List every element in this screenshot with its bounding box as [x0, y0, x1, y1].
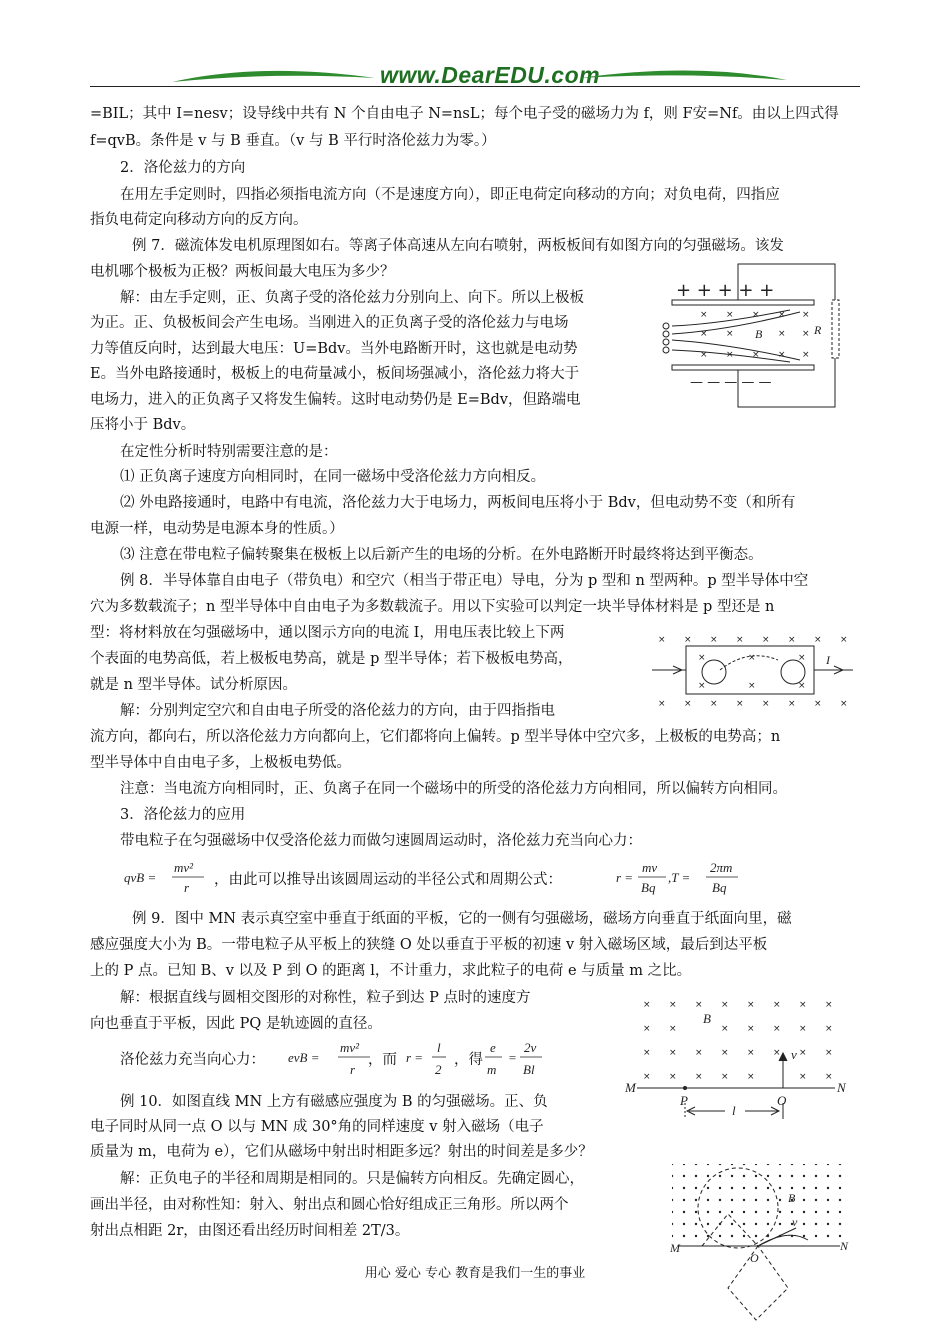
formula-text: Bl — [523, 1062, 535, 1077]
formula-text: 2πm — [710, 860, 733, 875]
svg-text:×: × — [788, 699, 796, 709]
text-line: ，由此可以推导出该圆周运动的半径公式和周期公式： — [214, 872, 562, 888]
point-o-label: O — [750, 1251, 759, 1265]
formula-text: r — [350, 1062, 356, 1077]
svg-text:×: × — [643, 1000, 651, 1010]
formula-text: mv² — [174, 860, 194, 875]
text-line: 解：根据直线与圆相交图形的对称性，粒子到达 P 点时的速度方 — [120, 990, 531, 1006]
text-line: 型：将材料放在匀强磁场中，通以图示方向的电流 I，用电压表比较上下两 — [90, 625, 565, 641]
example-title: 例 10．如图直线 MN 上方有磁感应强度为 B 的匀强磁场。正、负 — [120, 1094, 548, 1110]
point-n-label: N — [840, 1239, 849, 1253]
svg-text:×: × — [778, 310, 786, 320]
text-line: 流方向，都向右，所以洛伦兹力方向都向上，它们都将向上偏转。p 型半导体中空穴多，上极板的电势高；n — [90, 729, 781, 745]
text-line: 画出半径，由对称性知：射入、射出点和圆心恰好组成正三角形。所以两个 — [90, 1197, 569, 1213]
svg-text:×: × — [825, 1048, 833, 1058]
svg-text:×: × — [695, 1072, 703, 1082]
svg-text:×: × — [698, 681, 706, 691]
svg-text:×: × — [726, 329, 734, 339]
svg-text:×: × — [736, 699, 744, 709]
text-line: 电场力，进入的正负离子又将发生偏转。这时电动势仍是 E=Bdv，但路端电 — [90, 392, 581, 408]
point-o-label: O — [777, 1093, 787, 1108]
text-line: 电子同时从同一点 O 以与 MN 成 30°角的同样速度 v 射入磁场（电子 — [90, 1119, 544, 1135]
svg-text:×: × — [747, 1024, 755, 1034]
field-label: B — [703, 1011, 711, 1026]
point-n-label: N — [837, 1080, 846, 1095]
svg-text:×: × — [669, 1000, 677, 1010]
figure-electron-paths — [668, 1160, 858, 1332]
resistor-label: R — [814, 323, 822, 337]
svg-text:×: × — [748, 653, 756, 663]
svg-text:×: × — [778, 350, 786, 360]
svg-text:×: × — [802, 310, 810, 320]
svg-text:×: × — [643, 1048, 651, 1058]
text-line: 感应强度大小为 B。一带电粒子从平板上的狭缝 O 处以垂直于平板的初速 v 射入磁场区域，最后到达平板 — [90, 937, 768, 953]
text-line: 指负电荷定向移动方向的反方向。 — [90, 212, 308, 228]
text-line: 电机哪个极板为正极？两板间最大电压为多少？ — [90, 264, 395, 280]
section-heading: 2．洛伦兹力的方向 — [120, 160, 246, 176]
svg-text:×: × — [710, 635, 718, 645]
text-line: 就是 n 型半导体。试分析原因。 — [90, 677, 298, 693]
svg-text:×: × — [825, 1072, 833, 1082]
section-heading: 3．洛伦兹力的应用 — [120, 807, 246, 823]
text-line: 带电粒子在匀强磁场中仅受洛伦兹力而做匀速圆周运动时，洛伦兹力充当向心力： — [120, 833, 642, 849]
svg-text:×: × — [773, 1000, 781, 1010]
svg-text:×: × — [840, 635, 848, 645]
svg-text:×: × — [747, 1048, 755, 1058]
svg-text:×: × — [658, 635, 666, 645]
svg-text:×: × — [721, 1000, 729, 1010]
example-title: 例 7．磁流体发电机原理图如右。等离子体高速从左向右喷射，两板板间有如图方向的匀强磁场。该发 — [132, 238, 784, 254]
formula-text: r = — [616, 870, 634, 885]
svg-text:×: × — [698, 653, 706, 663]
svg-text:×: × — [825, 1024, 833, 1034]
svg-text:×: × — [669, 1024, 677, 1034]
svg-text:×: × — [726, 310, 734, 320]
text-line: 质量为 m，电荷为 e），它们从磁场中射出时相距多远？射出的时间差是多少？ — [90, 1144, 593, 1160]
header-swoosh-right — [575, 64, 790, 88]
header-rule — [90, 86, 860, 87]
svg-text:×: × — [700, 350, 708, 360]
formula-text: r = — [406, 1050, 424, 1065]
svg-text:×: × — [747, 1000, 755, 1010]
svg-text:×: × — [762, 635, 770, 645]
text-line: 在用左手定则时，四指必须指电流方向（不是速度方向），即正电荷定向移动的方向；对负电荷，四指应 — [120, 187, 780, 203]
text-line: 力等值反向时，达到最大电压：U=Bdv。当外电路断开时，这也就是电动势 — [90, 341, 578, 357]
point-m-label: M — [625, 1080, 636, 1095]
page-footer: 用心 爱心 专心 教育是我们一生的事业 — [364, 1266, 586, 1281]
formula-text: Bq — [641, 880, 656, 895]
text-line: 压将小于 Bdv。 — [90, 417, 196, 433]
svg-text:×: × — [700, 329, 708, 339]
example-title: 例 9．图中 MN 表示真空室中垂直于纸面的平板，它的一侧有匀强磁场，磁场方向垂直于纸面向里，磁 — [132, 911, 792, 927]
formula-text: 2 — [435, 1062, 442, 1077]
text-line: 洛伦兹力充当向心力： — [120, 1052, 265, 1068]
figure-semiconductor — [648, 630, 858, 710]
text-line: ，而 — [368, 1052, 397, 1068]
velocity-label: v — [791, 1047, 797, 1062]
svg-text:×: × — [762, 699, 770, 709]
text-line: 个表面的电势高低，若上极板电势高，就是 p 型半导体；若下极板电势高， — [90, 651, 573, 667]
distance-label: l — [732, 1103, 736, 1118]
svg-text:×: × — [799, 1000, 807, 1010]
text-line: 电源一样，电动势是电源本身的性质。） — [90, 521, 344, 537]
formula-text: Bq — [712, 880, 727, 895]
svg-text:×: × — [643, 1072, 651, 1082]
svg-text:×: × — [799, 1048, 807, 1058]
formula-charge-mass — [280, 1036, 550, 1084]
svg-text:×: × — [825, 1000, 833, 1010]
svg-text:×: × — [814, 699, 822, 709]
formula-text: r — [184, 880, 190, 895]
formula-text: m — [487, 1062, 497, 1077]
velocity-label: v — [792, 1215, 798, 1229]
text-line: E。当外电路接通时，极板上的电荷量减小，板间场强减小，洛伦兹力将大于 — [90, 366, 580, 382]
formula-text: qvB = — [124, 870, 157, 885]
svg-text:×: × — [799, 1024, 807, 1034]
site-logo-text: www.DearEDU.com — [380, 62, 601, 88]
svg-text:×: × — [721, 1024, 729, 1034]
svg-text:×: × — [658, 699, 666, 709]
svg-text:×: × — [798, 653, 806, 663]
text-line: 上的 P 点。已知 B、v 以及 P 到 O 的距离 l，不计重力，求此粒子的电荷 e 与质量 m 之比。 — [90, 963, 692, 979]
list-item: ⑵ 外电路接通时，电路中有电流，洛伦兹力大于电场力，两板间电压将小于 Bdv，但电动势不变（和所有 — [120, 495, 796, 511]
svg-text:×: × — [726, 350, 734, 360]
formula-text: ,T = — [668, 870, 691, 885]
text-line: 穴为多数载流子；n 型半导体中自由电子为多数载流子。用以下实验可以判定一块半导体材料是 p 型还是 n — [90, 599, 775, 615]
text-line: 为正。正、负极板间会产生电场。当刚进入的正负离子受的洛伦兹力与电场 — [90, 315, 569, 331]
text-line: 在定性分析时特别需要注意的是： — [120, 444, 338, 460]
svg-text:×: × — [799, 1072, 807, 1082]
formula-text: l — [437, 1040, 441, 1055]
svg-text:×: × — [684, 635, 692, 645]
svg-text:×: × — [747, 1072, 755, 1082]
text-line: ，得 — [454, 1052, 483, 1068]
field-label: B — [788, 1191, 796, 1205]
svg-text:×: × — [752, 350, 760, 360]
example-title: 例 8．半导体靠自由电子（带负电）和空穴（相当于带正电）导电，分为 p 型和 n 型两种。p 型半导体中空 — [120, 573, 809, 589]
header-swoosh-left — [170, 64, 380, 88]
svg-text:×: × — [773, 1024, 781, 1034]
svg-text:×: × — [721, 1072, 729, 1082]
svg-text:×: × — [802, 350, 810, 360]
svg-text:×: × — [695, 1048, 703, 1058]
formula-text: 2v — [524, 1040, 537, 1055]
svg-text:×: × — [643, 1024, 651, 1034]
svg-text:×: × — [710, 699, 718, 709]
page-header — [90, 58, 860, 92]
point-p-label: P — [680, 1093, 688, 1108]
list-item: ⑴ 正负离子速度方向相同时，在同一磁场中受洛伦兹力方向相反。 — [120, 469, 546, 485]
point-m-label: M — [670, 1241, 680, 1255]
svg-text:×: × — [773, 1048, 781, 1058]
figure-mhd-generator — [650, 262, 855, 412]
text-line: 解：分别判定空穴和自由电子所受的洛伦兹力的方向，由于四指指电 — [120, 703, 555, 719]
text-line: 解：正负电子的半径和周期是相同的。只是偏转方向相反。先确定圆心， — [120, 1171, 584, 1187]
note-line: 注意：当电流方向相同时，正、负离子在同一个磁场中的所受的洛伦兹力方向相同，所以偏转方向相同。 — [120, 781, 787, 797]
plate-plus-label: + + + + + — [676, 280, 775, 301]
text-line: 解：由左手定则，正、负离子受的洛伦兹力分别向上、向下。所以上极板 — [120, 290, 584, 306]
svg-text:×: × — [798, 681, 806, 691]
text-line: f=qvB。条件是 v 与 B 垂直。（v 与 B 平行时洛伦兹力为零。） — [90, 133, 496, 149]
text-line: 射出点相距 2r，由图还看出经历时间相差 2T/3。 — [90, 1223, 410, 1239]
svg-text:×: × — [748, 681, 756, 691]
formula-text: = — [508, 1050, 517, 1065]
field-label: B — [755, 327, 763, 341]
current-label: I — [826, 653, 830, 667]
svg-text:×: × — [736, 635, 744, 645]
formula-text: mv² — [340, 1040, 360, 1055]
text-line: 型半导体中自由电子多，上极板电势低。 — [90, 755, 351, 771]
svg-text:×: × — [752, 310, 760, 320]
formula-text: e — [490, 1040, 496, 1055]
formula-text: mv — [642, 860, 658, 875]
figure-mn-plate — [625, 993, 855, 1138]
text-line: 向也垂直于平板，因此 PQ 是轨迹圆的直径。 — [90, 1016, 382, 1032]
point-p-marker — [683, 1086, 687, 1090]
plate-minus-label: — — — — — — [690, 375, 772, 390]
text-line: =BIL；其中 I=nesv；设导线中共有 N 个自由电子 N=nsL；每个电子受的磁场力为 f，则 F安=Nf。由以上四式得 — [90, 106, 839, 122]
formula-text: evB = — [288, 1050, 320, 1065]
svg-text:×: × — [695, 1000, 703, 1010]
svg-text:×: × — [802, 329, 810, 339]
svg-text:×: × — [669, 1048, 677, 1058]
svg-text:×: × — [814, 635, 822, 645]
svg-text:×: × — [788, 635, 796, 645]
svg-text:×: × — [840, 699, 848, 709]
svg-text:×: × — [669, 1072, 677, 1082]
svg-text:×: × — [700, 310, 708, 320]
svg-text:×: × — [778, 329, 786, 339]
svg-text:×: × — [721, 1048, 729, 1058]
list-item: ⑶ 注意在带电粒子偏转聚集在极板上以后新产生的电场的分析。在外电路断开时最终将达到平衡态。 — [120, 547, 763, 563]
svg-text:×: × — [684, 699, 692, 709]
